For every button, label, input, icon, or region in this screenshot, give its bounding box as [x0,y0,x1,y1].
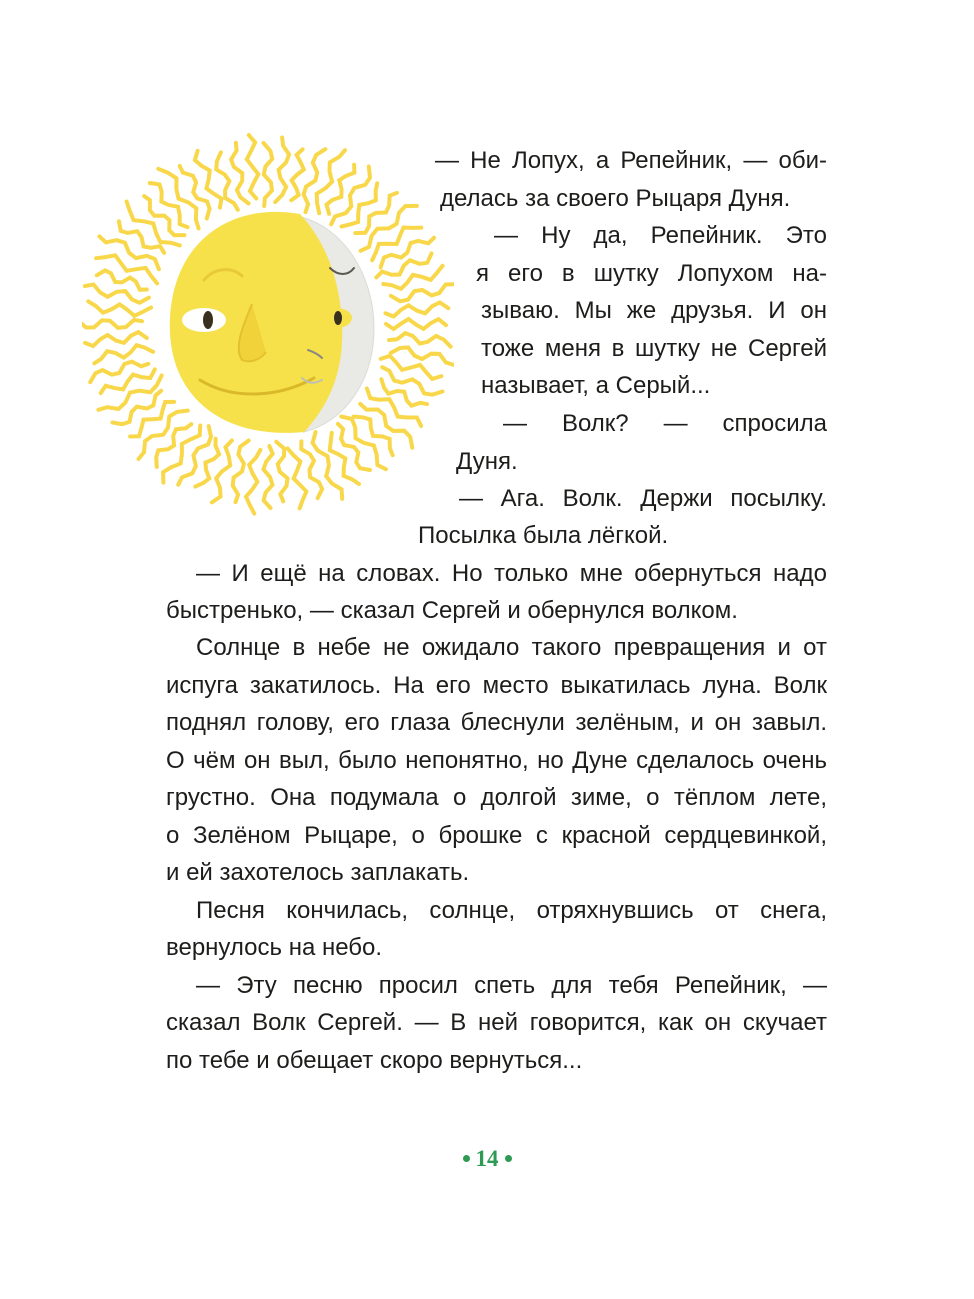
text-line: — Не Лопух, а Репейник, — оби- [435,147,827,174]
sun-ray [246,450,260,514]
text-line: грустно. Она подумала о долгой зиме, о тёплом лете, [166,784,827,811]
text-line: о Зелёном Рыцаре, о брошке с красной сердцевинкой, [166,822,827,849]
text-line: — И ещё на словах. Но только мне обернуться надо [196,560,827,587]
sun-ray [97,270,147,289]
sun-ray [90,362,148,383]
sun-ray [275,138,289,203]
sun-ray [247,135,258,199]
text-line: сказал Волк Сергей. — В ней говорится, как он скучает [166,1009,827,1036]
page-number-text: 14 [475,1146,499,1171]
text-line: называет, а Серый... [481,372,711,399]
text-line: — Ага. Волк. Держи посылку. [459,485,827,512]
text-line: Солнце в небе не ожидало такого превращения и от [196,634,827,661]
sun-ray [304,149,326,212]
sun-ray [127,202,180,246]
text-line: Дуня. [456,448,518,475]
sun-ray [288,449,307,509]
text-line: делась за своего Рыцаря Дуня. [440,185,791,212]
sun-ray [291,149,304,200]
sun-ray [82,320,142,328]
text-line: и ей захотелось заплакать. [166,859,470,886]
text-line: Посылка была лёгкой. [418,522,669,549]
sun-ray [342,183,378,226]
dot-right-icon [505,1155,512,1162]
sun-ray [233,441,249,503]
sun-ray [386,302,449,316]
text-line: Песня кончилась, солнце, отряхнувшись от снега, [196,897,827,924]
text-line: — Волк? — спросила [503,410,827,437]
sun-ray [99,236,158,269]
sun-ray [231,143,249,204]
sun-ray [212,441,232,503]
text-line: зываю. Мы же друзья. И он [481,297,827,324]
page-number [0,1146,974,1172]
text-line: по тебе и обещает скоро вернуться... [166,1047,583,1074]
text-line: — Ну да, Репейник. Это [494,222,827,249]
text-line: поднял голову, его глаза блеснули зелёным, и он завыл. [166,709,827,736]
text-line: испуга закатилось. На его место выкатилась луна. Волк [166,672,827,699]
text-line: вернулось на небо. [166,934,383,961]
sun-ray [360,404,412,448]
sun-ray [341,417,386,470]
sun-ray [383,266,442,289]
text-line: О чём он выл, было непонятно, но Дуне сделалось очень [166,747,827,774]
sun-ray [313,432,343,499]
dot-left-icon [463,1155,470,1162]
sun-ray [263,446,272,508]
sun-ray [330,433,359,484]
sun-ray [156,424,191,467]
sun-ray [264,143,273,206]
sun-moon-illustration [82,128,454,520]
text-line: тоже меня в шутку не Сергей [481,335,827,362]
text-line: — Эту песню просил спеть для тебя Репейник, — [196,972,827,999]
text-line: быстренько, — сказал Сергей и обернулся волком. [166,597,738,624]
text-line: я его в шутку Лопухом на- [476,260,827,287]
sun-ray [94,345,153,363]
sun-ray [382,367,442,395]
sun-ray [391,347,454,365]
sun-ray [389,333,451,347]
sun-ray [386,319,446,329]
sun-ray [276,442,287,502]
